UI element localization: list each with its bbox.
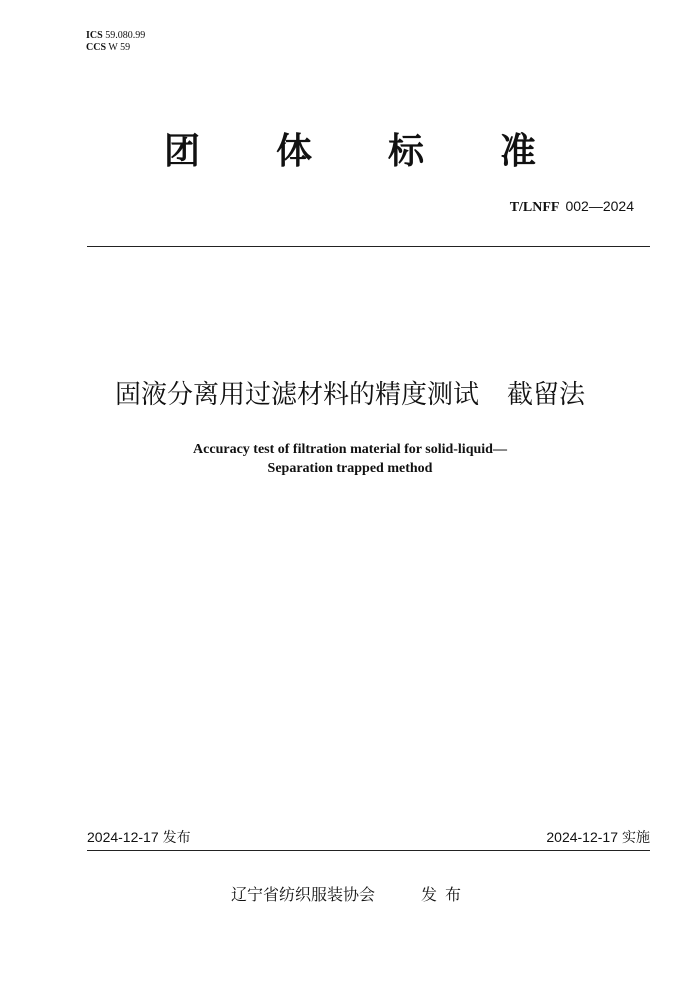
english-title-line1: Accuracy test of filtration material for solid-liquid— bbox=[193, 442, 507, 457]
footer-divider bbox=[87, 850, 650, 851]
ics-label: ICS bbox=[86, 30, 103, 41]
ccs-label: CCS bbox=[86, 42, 107, 53]
english-title-line2: Separation trapped method bbox=[267, 461, 433, 476]
chinese-title-sub: 截留法 bbox=[507, 380, 586, 410]
header-divider bbox=[87, 246, 650, 247]
standard-type-char: 团 bbox=[163, 131, 200, 172]
standard-number-value: 002—2024 bbox=[565, 198, 634, 214]
standard-type-title bbox=[0, 128, 700, 176]
ccs-code: W 59 bbox=[108, 42, 131, 53]
standard-number-prefix: T/LNFF bbox=[509, 200, 560, 215]
ics-line bbox=[86, 30, 145, 42]
standard-number bbox=[510, 197, 634, 217]
chinese-title bbox=[0, 375, 700, 415]
chinese-title-main: 固液分离用过滤材料的精度测试 bbox=[114, 380, 479, 410]
english-title bbox=[0, 440, 700, 478]
ics-code: 59.080.99 bbox=[105, 30, 146, 41]
classification-codes bbox=[86, 30, 145, 54]
implement-date-value: 2024-12-17 bbox=[546, 829, 618, 845]
implement-date bbox=[546, 828, 650, 847]
issue-date-label: 发布 bbox=[162, 830, 191, 846]
issue-date-value: 2024-12-17 bbox=[87, 829, 159, 845]
publisher-name: 辽宁省纺织服装协会 bbox=[230, 885, 375, 904]
implement-date-label: 实施 bbox=[622, 830, 650, 846]
standard-type-char: 准 bbox=[500, 131, 537, 172]
standard-type-char: 体 bbox=[275, 131, 312, 172]
standard-type-char: 标 bbox=[388, 131, 425, 172]
publisher-action: 发布 bbox=[421, 885, 470, 904]
issue-date bbox=[87, 828, 191, 847]
ccs-line bbox=[86, 42, 145, 54]
publisher-line bbox=[0, 884, 700, 906]
